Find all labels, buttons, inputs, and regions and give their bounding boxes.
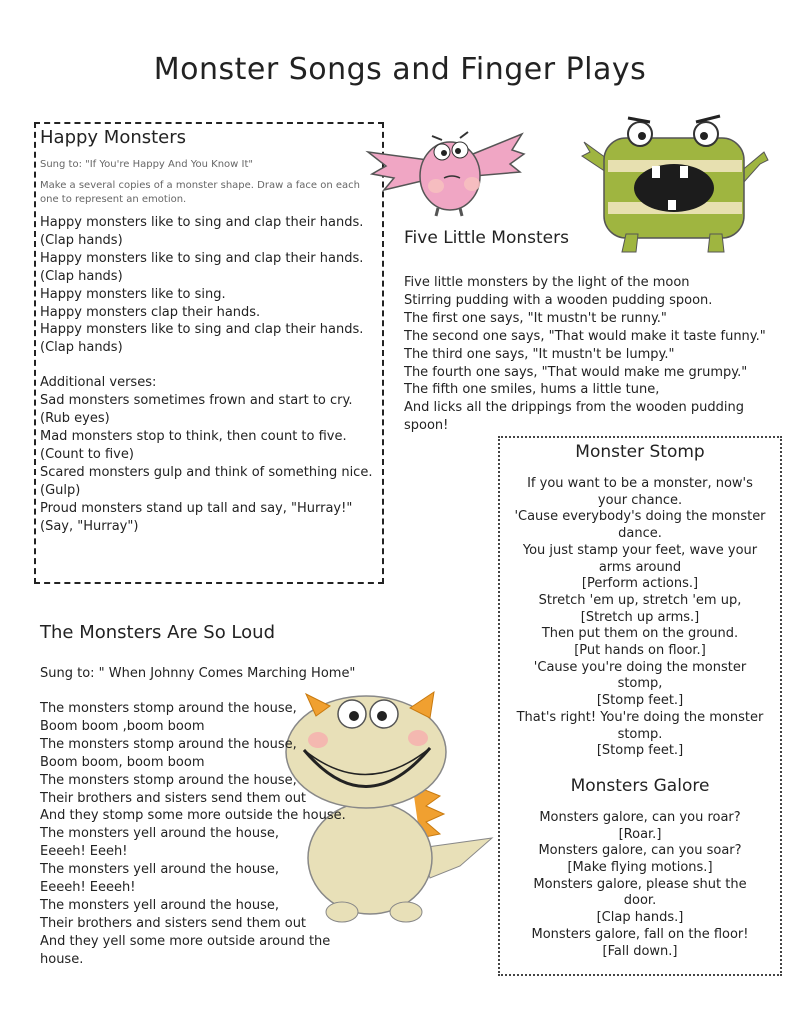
verse-line: [Clap hands.]	[596, 910, 684, 926]
verse-line: And licks all the drippings from the wooden pudding spoon!	[404, 400, 744, 434]
verse-line: Stretch 'em up, stretch 'em up,	[538, 592, 742, 608]
verse-line: The monsters stomp around the house,	[40, 701, 297, 716]
verse-line: Proud monsters stand up tall and say, "Hurray!"	[40, 500, 353, 516]
monster-stomp-heading: Monster Stomp	[575, 442, 705, 462]
verse-line: (Clap hands)	[40, 268, 123, 284]
monsters-so-loud-heading: The Monsters Are So Loud	[40, 622, 275, 643]
verse-line: [Put hands on floor.]	[574, 643, 706, 659]
verse-line: [Stretch up arms.]	[580, 609, 700, 625]
happy-verse-2	[40, 374, 378, 535]
verse-line: dance.	[618, 526, 662, 542]
monsters-galore-lyrics	[506, 810, 774, 960]
verse-line: The monsters yell around the house,	[40, 862, 279, 878]
verse-line: Their brothers and sisters send them out	[40, 790, 307, 806]
verse-line: (Gulp)	[40, 482, 81, 498]
verse-line: Monsters galore, please shut the	[533, 876, 747, 892]
verse-line: The monsters yell around the house,	[40, 826, 279, 842]
verse-line: Boom boom ,boom boom	[40, 718, 205, 734]
green-monster-illustration	[576, 112, 772, 254]
verse-line: 'Cause you're doing the monster	[533, 659, 747, 675]
verse-line: Happy monsters like to sing.	[40, 286, 226, 302]
verse-line: (Clap hands)	[40, 232, 123, 248]
monsters-so-loud-lyrics	[40, 700, 360, 969]
verse-line: stomp,	[617, 676, 663, 692]
monster-stomp-box	[498, 436, 782, 976]
happy-instructions: Make a several copies of a monster shape. Draw a face on each one to represent an emotion.	[40, 180, 360, 205]
verse-line: arms around	[598, 559, 682, 575]
verse-line: Their brothers and sisters send them out	[40, 915, 307, 931]
verse-line: Boom boom, boom boom	[40, 754, 205, 770]
verse-line: [Perform actions.]	[581, 576, 699, 592]
verse-line: [Make flying motions.]	[567, 860, 713, 876]
verse-line: Then put them on the ground.	[541, 626, 739, 642]
happy-verse-1	[40, 214, 378, 357]
pink-winged-monster-illustration	[364, 120, 526, 220]
verse-line: (Count to five)	[40, 446, 134, 462]
verse-line: And they yell some more outside around the house.	[40, 933, 331, 967]
verse-line: If you want to be a monster, now's	[527, 476, 753, 491]
five-little-monsters-lyrics	[404, 274, 774, 435]
verse-line: [Stomp feet.]	[596, 693, 684, 709]
verse-line: Eeeeh! Eeeh!	[40, 844, 128, 860]
verse-line: You just stamp your feet, wave your	[522, 542, 758, 558]
verse-line: The second one says, "That would make it taste funny."	[404, 328, 766, 344]
verse-line: Happy monsters clap their hands.	[40, 304, 261, 320]
verse-line: Happy monsters like to sing and clap their hands.	[40, 215, 364, 230]
verse-line: Mad monsters stop to think, then count to five.	[40, 428, 347, 444]
verse-line: That's right! You're doing the monster	[516, 709, 764, 725]
happy-sung-to: Sung to: "If You're Happy And You Know It"	[40, 159, 253, 170]
verse-line: And they stomp some more outside the house.	[40, 808, 346, 824]
verse-line: The first one says, "It mustn't be runny."	[404, 310, 667, 326]
verse-line: The monsters stomp around the house,	[40, 736, 297, 752]
verse-line: 'Cause everybody's doing the monster	[514, 509, 766, 525]
verse-line: Five little monsters by the light of the moon	[404, 275, 690, 290]
monsters-galore-heading: Monsters Galore	[570, 775, 710, 796]
verse-line: stomp.	[617, 726, 663, 742]
happy-monsters-heading: Happy Monsters	[40, 127, 187, 148]
verse-line: The fifth one smiles, hums a little tune,	[404, 382, 660, 398]
verse-line: Monsters galore, can you soar?	[538, 843, 742, 859]
verse-line: Additional verses:	[40, 375, 157, 391]
verse-line: Scared monsters gulp and think of something nice.	[40, 464, 373, 480]
verse-line: door.	[623, 893, 657, 909]
verse-line: Happy monsters like to sing and clap their hands.	[40, 250, 364, 266]
verse-line: Monsters galore, can you roar?	[539, 809, 741, 825]
verse-line: (Clap hands)	[40, 340, 123, 356]
verse-line: Monsters galore, fall on the floor!	[531, 926, 749, 942]
verse-line: [Stomp feet.]	[596, 743, 684, 759]
verse-line: [Roar.]	[618, 826, 662, 842]
verse-line: The third one says, "It mustn't be lumpy."	[404, 346, 675, 362]
verse-line: Eeeeh! Eeeeh!	[40, 880, 136, 896]
verse-line: [Fall down.]	[602, 943, 678, 959]
verse-line: Sad monsters sometimes frown and start to cry.	[40, 393, 353, 409]
verse-line: The monsters yell around the house,	[40, 897, 279, 913]
verse-line: (Say, "Hurray")	[40, 518, 139, 534]
monster-stomp-lyrics	[506, 476, 774, 760]
verse-line: Stirring pudding with a wooden pudding spoon.	[404, 292, 713, 308]
happy-monsters-box	[34, 122, 384, 584]
five-little-monsters-heading: Five Little Monsters	[404, 228, 569, 248]
page-title: Monster Songs and Finger Plays	[153, 52, 647, 87]
verse-line: Happy monsters like to sing and clap their hands.	[40, 322, 364, 338]
verse-line: The fourth one says, "That would make me grumpy."	[404, 364, 748, 380]
verse-line: your chance.	[597, 492, 683, 508]
verse-line: The monsters stomp around the house,	[40, 772, 297, 788]
loud-sung-to: Sung to: " When Johnny Comes Marching Home"	[40, 666, 356, 681]
verse-line: (Rub eyes)	[40, 411, 110, 427]
